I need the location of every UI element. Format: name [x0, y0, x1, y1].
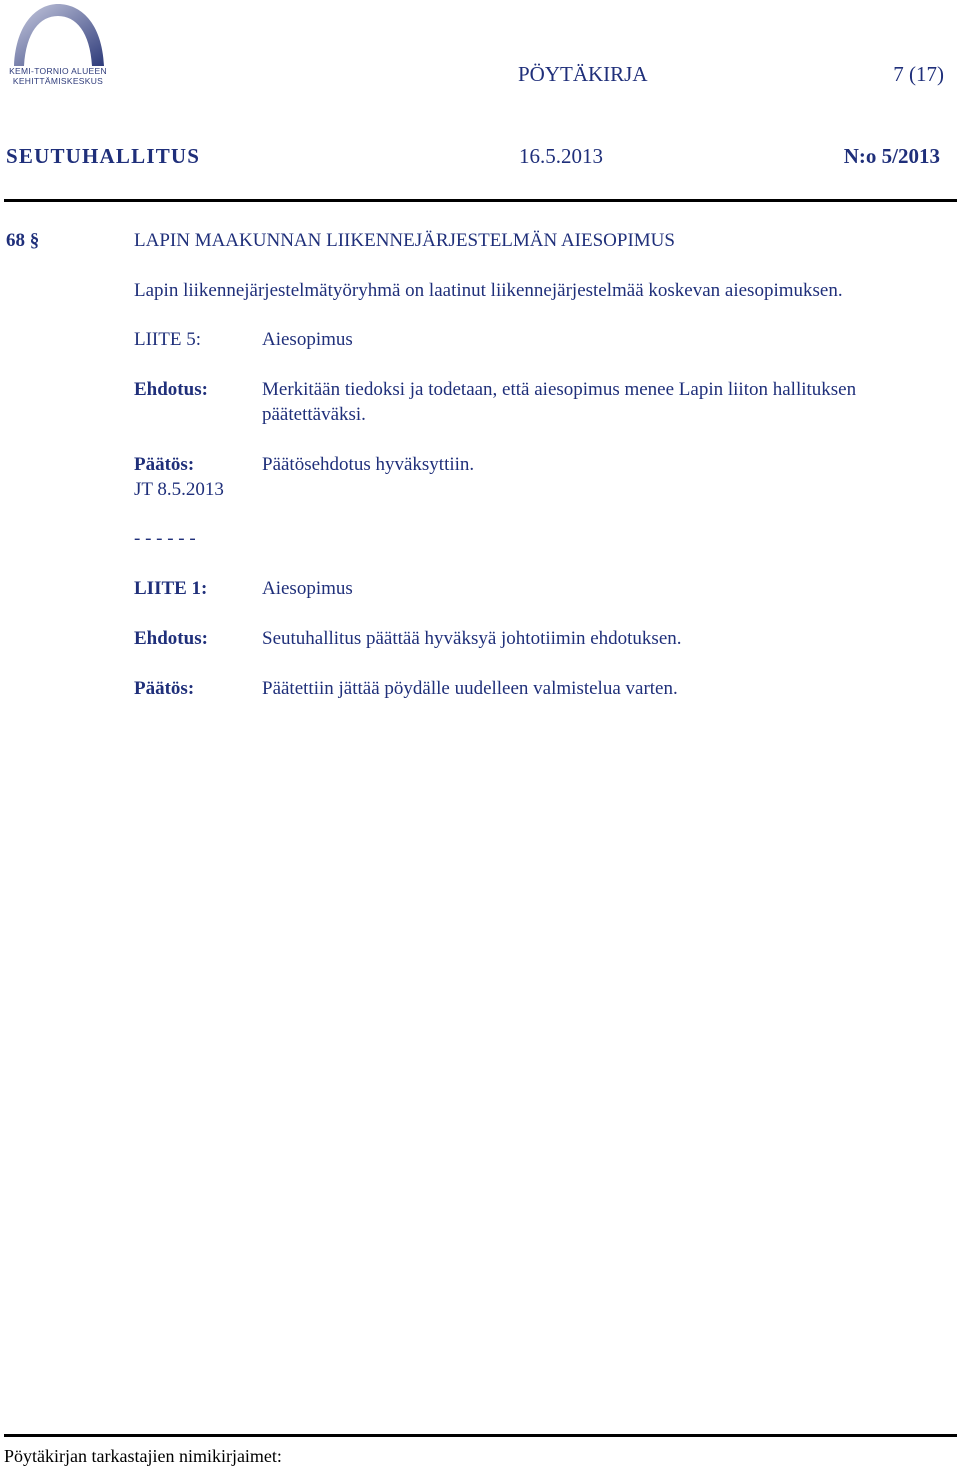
attachment-label-2: LIITE 1: [134, 578, 208, 599]
attachment-label-1: LIITE 5: [134, 329, 202, 350]
decision-sublabel: JT 8.5.2013 [134, 479, 224, 500]
logo-text-line2: KEHITTÄMISKESKUS [12, 76, 104, 86]
attachment-value-2: Aiesopimus [262, 578, 353, 599]
document-type: PÖYTÄKIRJA [518, 62, 648, 86]
organization-logo [8, 2, 108, 86]
decision-text-1: Päätösehdotus hyväksyttiin. [262, 454, 475, 475]
signatures-label: Pöytäkirjan tarkastajien nimikirjaimet: [4, 1446, 282, 1466]
decision-text-2: Päätettiin jättää pöydälle uudelleen valmistelua varten. [262, 678, 678, 699]
item-intro: Lapin liikennejärjestelmätyöryhmä on laatinut liikennejärjestelmää koskevan aiesopimuksen. [134, 280, 843, 301]
decision-label-1: Päätös: [134, 454, 195, 475]
arch-logo-icon [8, 2, 108, 68]
decision-label-2: Päätös: [134, 678, 195, 699]
footer-divider [4, 1434, 957, 1437]
logo-text-line1: KEMI-TORNIO ALUEEN [9, 66, 107, 76]
header-divider [4, 199, 957, 202]
section-number: 68 § [6, 230, 40, 251]
item-title: LAPIN MAAKUNNAN LIIKENNEJÄRJESTELMÄN AIESOPIMUS [134, 230, 675, 251]
minutes-number: N:o 5/2013 [843, 144, 940, 168]
attachment-value-1: Aiesopimus [262, 329, 353, 350]
meeting-date: 16.5.2013 [519, 144, 603, 168]
proposal-label-1: Ehdotus: [134, 379, 208, 400]
proposal-text-2: Seutuhallitus päättää hyväksyä johtotiimin ehdotuksen. [262, 628, 682, 649]
organization-name: SEUTUHALLITUS [6, 144, 201, 168]
proposal-label-2: Ehdotus: [134, 628, 208, 649]
page-number: 7 (17) [893, 62, 944, 86]
separator-text: - - - - - - [134, 528, 196, 549]
proposal-text-line2: päätettäväksi. [262, 404, 366, 425]
proposal-text-line1: Merkitään tiedoksi ja todetaan, että aiesopimus menee Lapin liiton hallituksen [262, 379, 857, 400]
